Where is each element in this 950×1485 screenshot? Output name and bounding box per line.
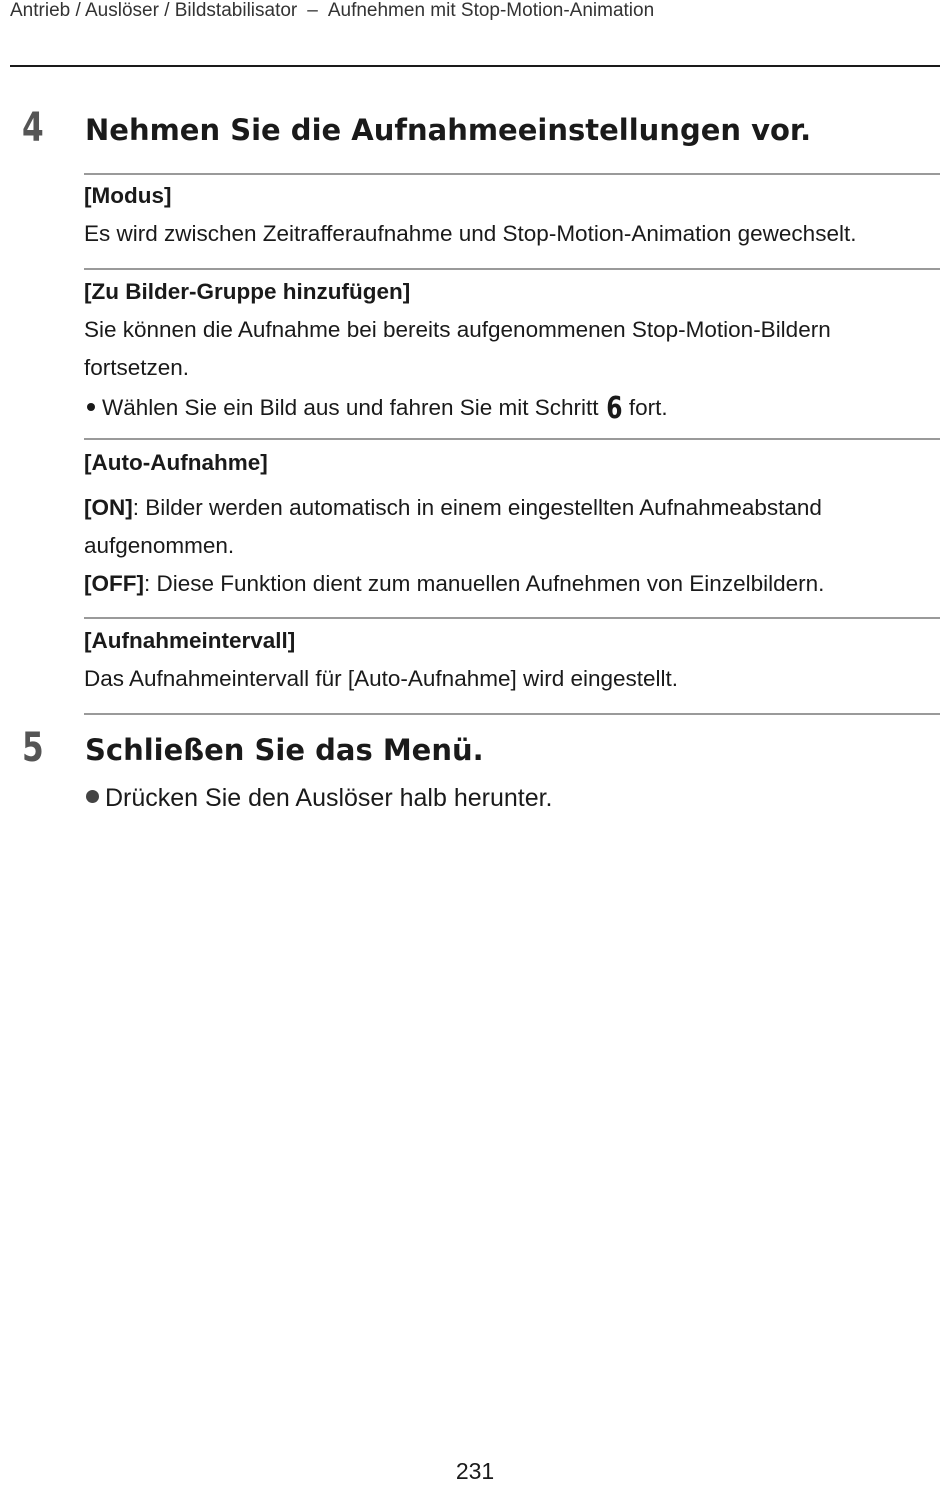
page-number: 231 xyxy=(455,1458,495,1484)
bullet-dot-icon xyxy=(86,790,99,803)
divider xyxy=(84,617,940,619)
breadcrumb-section: Aufnehmen mit Stop-Motion-Animation xyxy=(327,0,655,21)
gruppe-text-line-1: Sie können die Aufnahme bei bereits aufgenommenen Stop-Motion-Bildern xyxy=(84,317,831,342)
divider xyxy=(84,713,940,715)
auto-on-text-line-2: aufgenommen. xyxy=(84,533,235,558)
step-number-4: 4 xyxy=(22,105,44,151)
step5-bullet: Drücken Sie den Auslöser halb herunter. xyxy=(84,786,553,811)
gruppe-heading: [Zu Bilder-Gruppe hinzufügen] xyxy=(84,279,411,304)
step-title-5: Schließen Sie das Menü. xyxy=(85,733,484,767)
divider xyxy=(84,173,940,175)
gruppe-text-line-2: fortsetzen. xyxy=(84,355,190,380)
auto-on-text: [ON]: Bilder werden automatisch in einem eingestellten Aufnahmeabstand xyxy=(84,495,822,520)
breadcrumb-separator: – xyxy=(307,0,318,21)
step-number-5: 5 xyxy=(22,725,44,771)
modus-heading: [Modus] xyxy=(84,183,172,208)
breadcrumb-chapter: Antrieb / Auslöser / Bildstabilisator xyxy=(10,0,298,21)
intervall-heading: [Aufnahmeintervall] xyxy=(84,628,296,653)
divider xyxy=(84,268,940,270)
header-divider xyxy=(10,65,940,67)
auto-off-text: [OFF]: Diese Funktion dient zum manuellen Aufnehmen von Einzelbildern. xyxy=(84,571,825,596)
auto-heading: [Auto-Aufnahme] xyxy=(84,450,268,475)
intervall-text: Das Aufnahmeintervall für [Auto-Aufnahme] wird eingestellt. xyxy=(84,666,679,691)
gruppe-bullet: Wählen Sie ein Bild aus und fahren Sie mit Schritt 6 fort. xyxy=(84,394,668,424)
divider xyxy=(84,438,940,440)
bullet-dot-icon xyxy=(87,403,95,411)
breadcrumb xyxy=(10,0,654,22)
modus-text: Es wird zwischen Zeitrafferaufnahme und Stop-Motion-Animation gewechselt. xyxy=(84,221,857,246)
step-reference: 6 xyxy=(606,391,623,426)
step-title-4: Nehmen Sie die Aufnahmeeinstellungen vor. xyxy=(85,113,812,147)
